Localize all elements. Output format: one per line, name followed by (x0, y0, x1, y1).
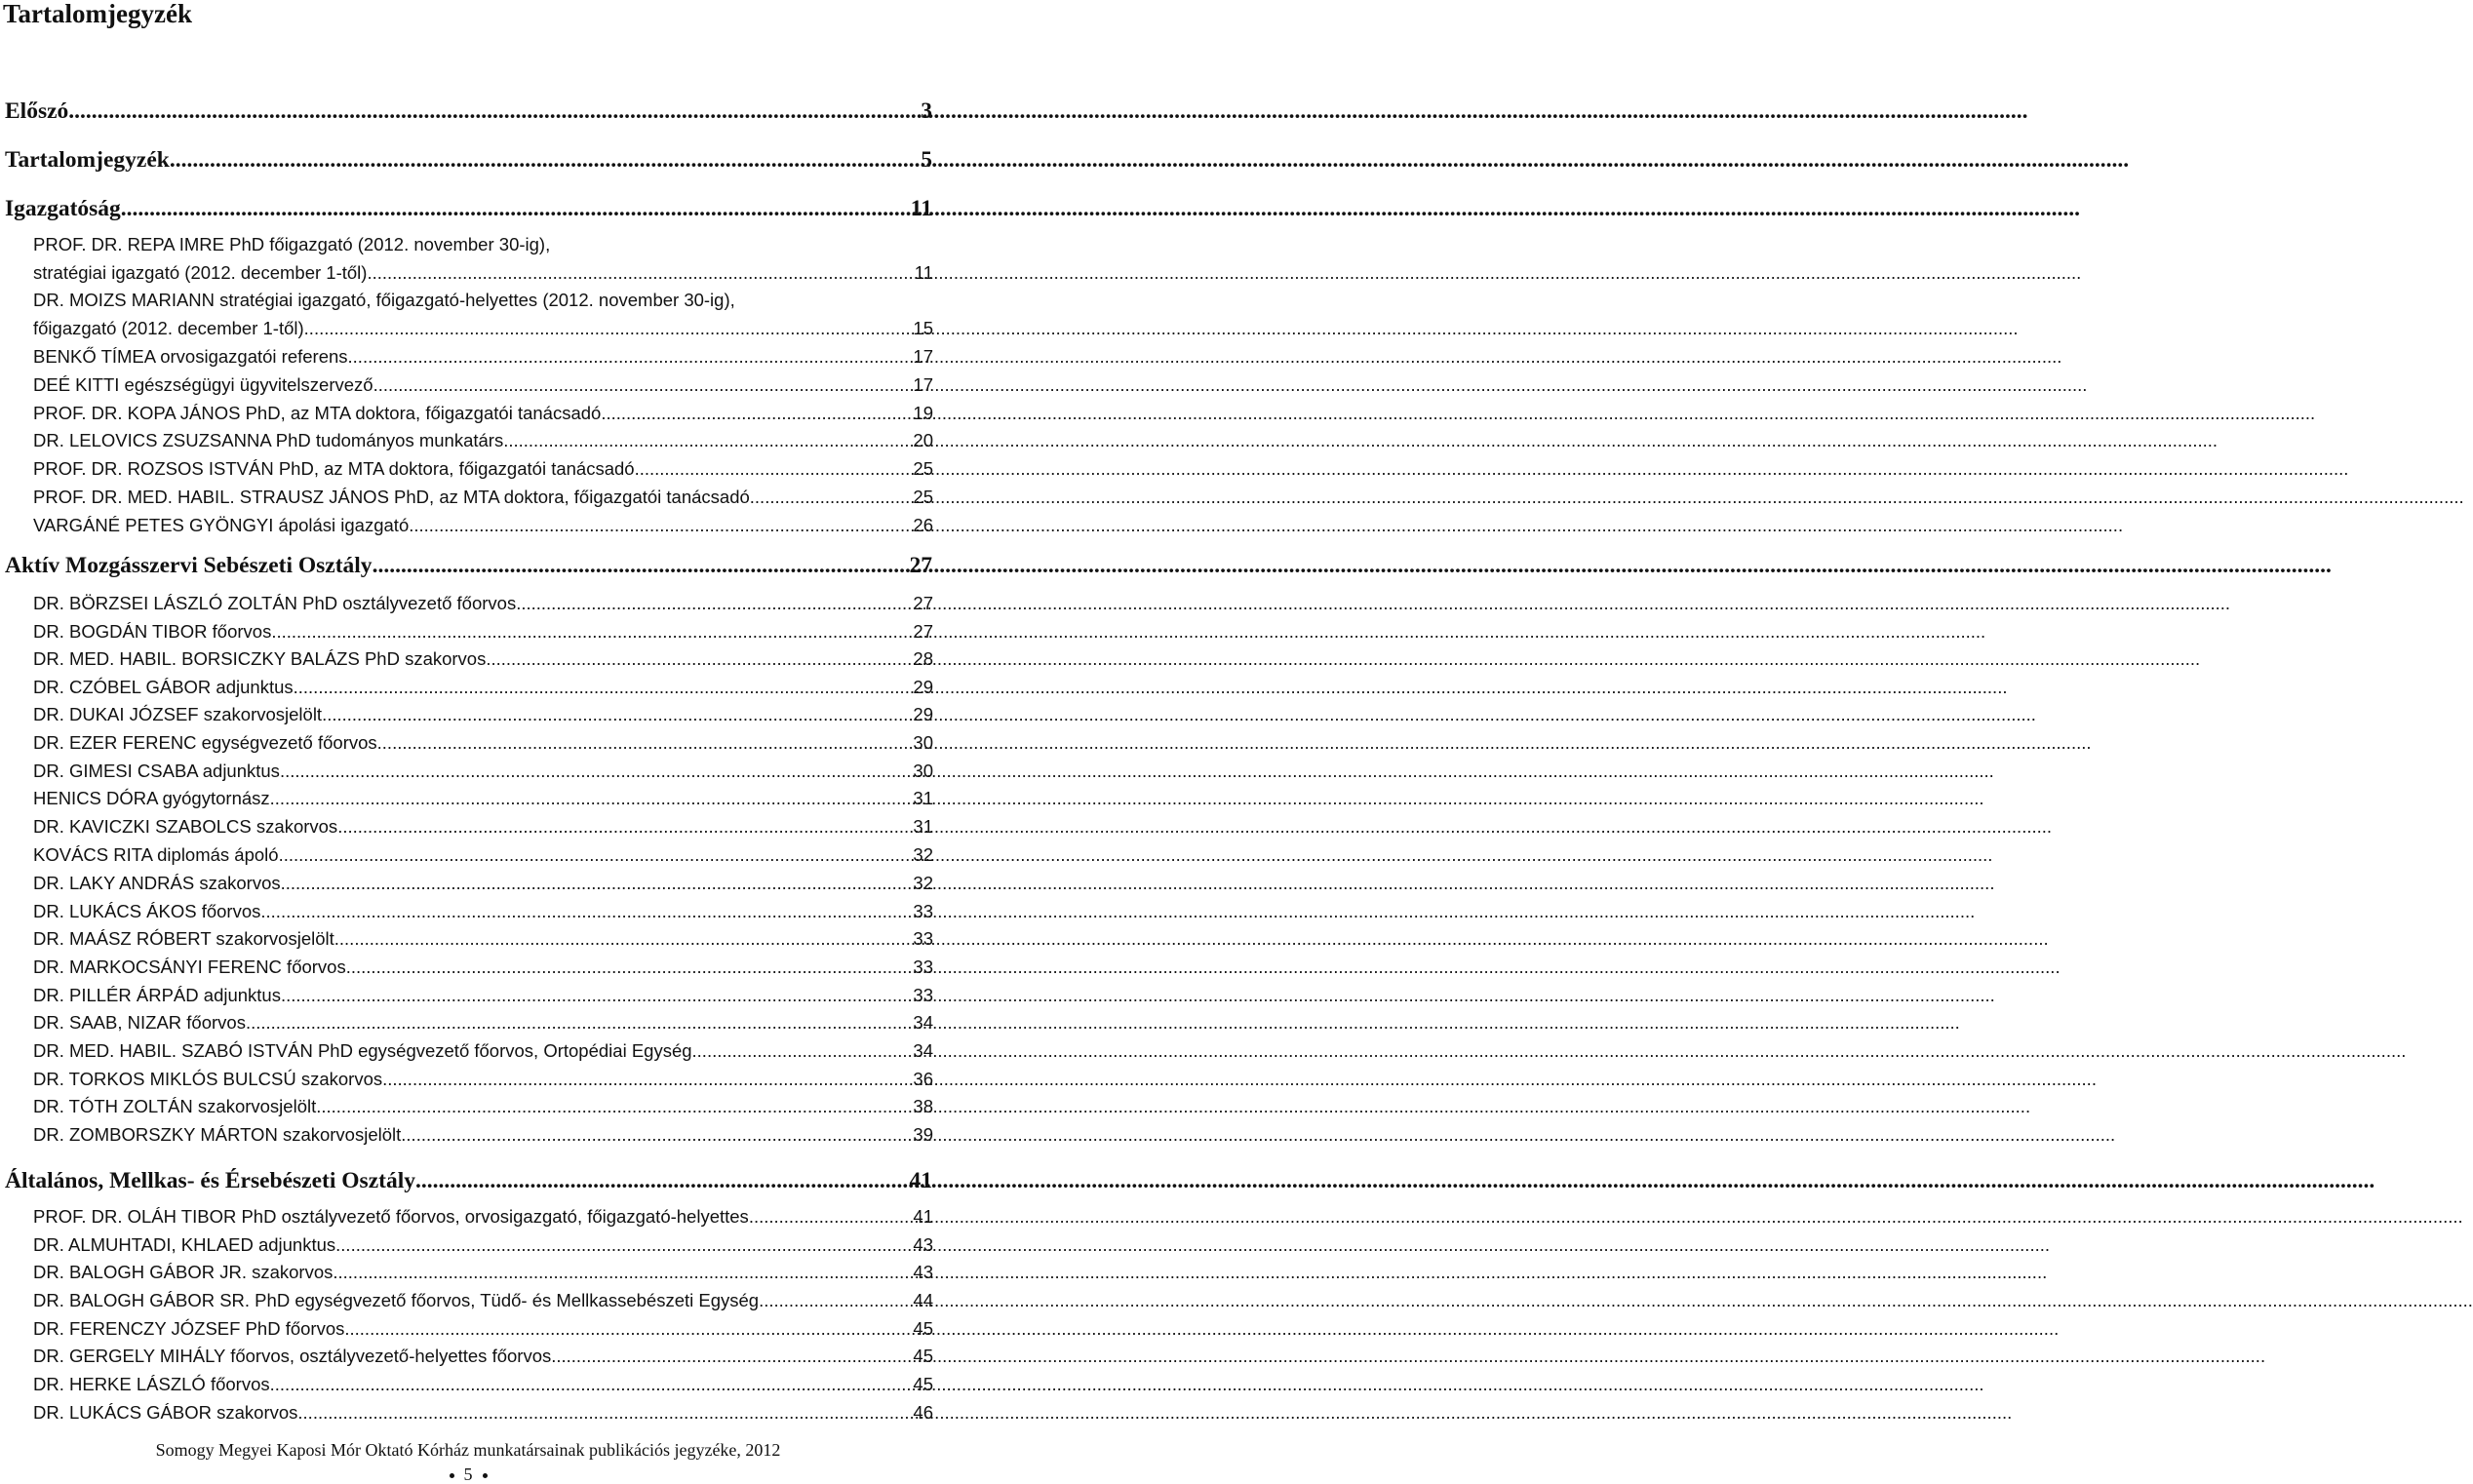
toc-page-number: 5 (921, 147, 932, 173)
toc-page-number: 41 (909, 1168, 932, 1193)
toc-entry-text: DR. ZOMBORSZKY MÁRTON szakorvosjelölt (33, 1124, 402, 1145)
toc-entry-text: DEÉ KITTI egészségügyi ügyvitelszervező (33, 374, 373, 395)
toc-line (0, 146, 936, 174)
toc-page-number: 25 (913, 487, 933, 507)
dot-leader (334, 924, 914, 953)
toc-entry-text: KOVÁCS RITA diplomás ápoló (33, 844, 279, 865)
toc-page-number: 33 (913, 957, 933, 977)
toc-page-number: 31 (913, 788, 933, 808)
dot-leader (316, 1092, 913, 1120)
toc-line (0, 589, 936, 617)
toc-line (0, 1036, 936, 1065)
dot-leader (503, 426, 913, 454)
toc-entry[interactable] (0, 897, 936, 925)
toc-entry-text: DR. HERKE LÁSZLÓ főorvos (33, 1374, 270, 1394)
toc-page-number: 31 (913, 816, 933, 837)
toc-line (0, 454, 936, 483)
toc-page-number: 27 (913, 621, 933, 642)
toc-entry[interactable] (0, 1065, 936, 1093)
toc-entry-text: DR. LUKÁCS ÁKOS főorvos (33, 901, 261, 921)
toc-entry-text: DR. ALMUHTADI, KHLAED adjunktus (33, 1234, 336, 1255)
dot-leader (749, 1202, 914, 1230)
toc-line (0, 371, 936, 399)
toc-entry[interactable] (0, 426, 936, 454)
toc-entry-text: DR. GERGELY MIHÁLY főorvos, osztályvezető-helyettes főorvos (33, 1346, 552, 1366)
toc-line (0, 897, 936, 925)
toc-page-number: 44 (913, 1290, 933, 1310)
dot-leader (348, 342, 914, 371)
dot-leader (486, 644, 913, 673)
toc-page-number: 43 (913, 1262, 933, 1282)
toc-entry-text: DR. BOGDÁN TIBOR főorvos (33, 621, 272, 642)
toc-entry-text: Igazgatóság (5, 196, 121, 221)
toc-entry-text: stratégiai igazgató (2012. december 1-től) (33, 262, 368, 283)
toc-page-number: 43 (913, 1234, 933, 1255)
toc-entry-text: PROF. DR. KOPA JÁNOS PhD, az MTA doktora, főigazgatói tanácsadó (33, 403, 602, 423)
toc-entry[interactable] (0, 589, 936, 617)
toc-entry-text: DR. FERENCZY JÓZSEF PhD főorvos (33, 1318, 345, 1339)
toc-entry-text: Aktív Mozgásszervi Sebészeti Osztály (5, 553, 373, 578)
toc-entry[interactable] (0, 1036, 936, 1065)
toc-entry[interactable] (0, 1230, 936, 1259)
dot-leader (333, 1258, 913, 1286)
bullet-icon (483, 1473, 488, 1478)
toc-entry-text: BENKŐ TÍMEA orvosigazgatói referens (33, 346, 348, 367)
toc-page-number: 17 (913, 346, 933, 367)
toc-line (0, 1008, 936, 1036)
dot-leader (337, 812, 913, 840)
toc-entry-text: DR. CZÓBEL GÁBOR adjunktus (33, 677, 294, 697)
toc-page-number: 45 (913, 1318, 933, 1339)
toc-entry-text: főigazgató (2012. december 1-től) (33, 318, 304, 338)
toc-page-number: 32 (913, 844, 933, 865)
dot-leader (367, 258, 914, 287)
toc-line (0, 426, 936, 454)
toc-entry[interactable] (0, 286, 936, 342)
toc-entry[interactable] (0, 1398, 936, 1426)
toc-line (0, 342, 936, 371)
toc-entry[interactable] (0, 1258, 936, 1286)
toc-page-number: 29 (913, 704, 933, 724)
dot-leader (409, 511, 913, 539)
toc-entry-text: PROF. DR. OLÁH TIBOR PhD osztályvezető főorvos, orvosigazgató, főigazgató-helyettes (33, 1206, 749, 1227)
toc-entry-text: Általános, Mellkas- és Érsebészeti Osztály (5, 1168, 415, 1193)
toc-line (0, 258, 936, 287)
toc-page-number: 30 (913, 761, 933, 781)
toc-page-number: 33 (913, 901, 933, 921)
toc-line (0, 511, 936, 539)
dot-leader (281, 869, 914, 897)
toc-page-number: 36 (913, 1069, 933, 1089)
toc-entry-text: DR. SAAB, NIZAR főorvos (33, 1012, 246, 1033)
toc-entry[interactable] (0, 673, 936, 701)
toc-line (0, 1167, 936, 1194)
dot-leader (635, 454, 914, 483)
dot-leader (759, 1286, 913, 1314)
dot-leader (170, 146, 921, 174)
toc-page-number: 3 (921, 98, 932, 124)
toc-entry[interactable] (0, 1286, 936, 1314)
toc-entry[interactable] (0, 700, 936, 728)
dot-leader (346, 953, 914, 981)
toc-page-number: 26 (913, 515, 933, 535)
toc-entry-text: DR. KAVICZKI SZABOLCS szakorvos (33, 816, 338, 837)
toc-line (0, 195, 936, 222)
dot-leader (377, 728, 914, 757)
toc-page-number: 19 (913, 403, 933, 423)
toc-entry-text: Előszó (5, 98, 69, 124)
toc-entry-text: DR. GIMESI CSABA adjunktus (33, 761, 280, 781)
toc-entry-text: DR. MED. HABIL. SZABÓ ISTVÁN PhD egységvezető főorvos, Ortopédiai Egység (33, 1040, 692, 1061)
dot-leader (516, 589, 913, 617)
toc-line (0, 552, 936, 579)
dot-leader (344, 1314, 913, 1343)
dot-leader (401, 1120, 913, 1149)
toc-entry-text: DR. DUKAI JÓZSEF szakorvosjelölt (33, 704, 323, 724)
toc-line (0, 1065, 936, 1093)
toc-page-number: 20 (913, 430, 933, 450)
toc-line (0, 1370, 936, 1398)
toc-entry[interactable] (0, 483, 936, 511)
toc-entry[interactable] (0, 1314, 936, 1343)
toc-entry[interactable] (0, 617, 936, 645)
toc-entry[interactable] (0, 644, 936, 673)
toc-line (0, 1120, 936, 1149)
toc-line (0, 1092, 936, 1120)
page-footer: Somogy Megyei Kaposi Mór Oktató Kórház munkatársainak publikációs jegyzéke, 2012 (155, 1440, 781, 1460)
toc-page-number: 41 (913, 1206, 933, 1227)
dot-leader (281, 981, 913, 1009)
toc-page-number: 15 (913, 318, 933, 338)
toc-line (0, 673, 936, 701)
dot-leader (270, 1370, 914, 1398)
toc-entry-text: HENICS DÓRA gyógytornász (33, 788, 270, 808)
toc-entry-text: DR. LELOVICS ZSUZSANNA PhD tudományos munkatárs (33, 430, 504, 450)
dot-leader (382, 1065, 913, 1093)
toc-page-number: 11 (914, 262, 933, 283)
toc-page-number: 45 (913, 1374, 933, 1394)
toc-entry[interactable] (0, 757, 936, 785)
toc-entry[interactable] (0, 953, 936, 981)
toc-page-number: 11 (910, 196, 932, 221)
toc-line (0, 812, 936, 840)
toc-page-number: 39 (913, 1124, 933, 1145)
dot-leader (601, 399, 913, 427)
dot-leader (335, 1230, 913, 1259)
dot-leader (297, 1398, 913, 1426)
toc-entry-text: Tartalomjegyzék (5, 147, 170, 173)
toc-line (0, 483, 936, 511)
toc-page-number: 32 (913, 873, 933, 893)
toc-entry[interactable] (0, 728, 936, 757)
dot-leader (750, 483, 914, 511)
dot-leader (246, 1008, 913, 1036)
toc-entry-text: DR. PILLÉR ÁRPÁD adjunktus (33, 985, 281, 1005)
toc-entry[interactable] (0, 511, 936, 539)
toc-entry[interactable] (0, 1370, 936, 1398)
dot-leader (68, 98, 921, 125)
toc-entry-text: DR. BALOGH GÁBOR SR. PhD egységvezető főorvos, Tüdő- és Mellkassebészeti Egység (33, 1290, 760, 1310)
page-number-value: 5 (463, 1464, 473, 1484)
dot-leader (260, 897, 913, 925)
toc-entry[interactable] (0, 399, 936, 427)
toc-page-number: 29 (913, 677, 933, 697)
toc-page-number: 38 (913, 1096, 933, 1116)
toc-line (0, 700, 936, 728)
toc-line (0, 1258, 936, 1286)
toc-entry-text: DR. BÖRZSEI LÁSZLÓ ZOLTÁN PhD osztályvezető főorvos (33, 593, 517, 613)
toc-line (0, 1286, 936, 1314)
toc-entry[interactable] (0, 784, 936, 812)
toc-entry[interactable] (0, 1342, 936, 1370)
page-title: Tartalomjegyzék (3, 0, 192, 28)
toc-entry-text: DR. MED. HABIL. BORSICZKY BALÁZS PhD szakorvos (33, 648, 487, 669)
toc-page-number: 28 (913, 648, 933, 669)
toc-entry[interactable] (0, 1202, 936, 1230)
toc-line (0, 1230, 936, 1259)
toc-entry[interactable] (0, 1120, 936, 1149)
toc-line (0, 399, 936, 427)
dot-leader (294, 673, 914, 701)
dot-leader (415, 1167, 910, 1194)
toc-page-number: 17 (913, 374, 933, 395)
toc-entry[interactable] (0, 342, 936, 371)
toc-entry[interactable] (0, 924, 936, 953)
dot-leader (279, 840, 914, 869)
toc-entry[interactable] (0, 812, 936, 840)
toc-line (0, 924, 936, 953)
dot-leader (270, 784, 914, 812)
dot-leader (373, 371, 914, 399)
toc-entry-text: PROF. DR. MED. HABIL. STRAUSZ JÁNOS PhD, az MTA doktora, főigazgatói tanácsadó (33, 487, 750, 507)
toc-line (0, 981, 936, 1009)
dot-leader (121, 195, 911, 222)
toc-entry-text: DR. TÓTH ZOLTÁN szakorvosjelölt (33, 1096, 317, 1116)
toc-entry-text: DR. MAÁSZ RÓBERT szakorvosjelölt (33, 928, 334, 949)
toc-entry-text: DR. MARKOCSÁNYI FERENC főorvos (33, 957, 346, 977)
toc-entry-text: DR. LAKY ANDRÁS szakorvos (33, 873, 281, 893)
toc-page-number: 33 (913, 985, 933, 1005)
toc-line (0, 1342, 936, 1370)
toc-page-number: 34 (913, 1012, 933, 1033)
toc-entry[interactable] (0, 1008, 936, 1036)
toc-entry[interactable] (0, 230, 936, 287)
toc-entry-text: DR. LUKÁCS GÁBOR szakorvos (33, 1402, 298, 1423)
dot-leader (280, 757, 913, 785)
toc-entry-text-first-line: DR. MOIZS MARIANN stratégiai igazgató, főigazgató-helyettes (2012. november 30-ig), (33, 290, 735, 310)
toc-line (0, 869, 936, 897)
dot-leader (692, 1036, 914, 1065)
toc-page-number: 27 (909, 553, 932, 578)
dot-leader (322, 700, 913, 728)
toc-page-number: 46 (913, 1402, 933, 1423)
toc-line (0, 1314, 936, 1343)
toc-entry[interactable] (0, 371, 936, 399)
toc-line (0, 1202, 936, 1230)
toc-entry-text: DR. TORKOS MIKLÓS BULCSÚ szakorvos (33, 1069, 383, 1089)
toc-entry[interactable] (0, 981, 936, 1009)
bullet-icon (450, 1473, 454, 1478)
toc-page-number: 34 (913, 1040, 933, 1061)
dot-leader (551, 1342, 913, 1370)
toc-entry-text: VARGÁNÉ PETES GYÖNGYI ápolási igazgató (33, 515, 410, 535)
dot-leader (373, 552, 910, 579)
toc-page-number: 45 (913, 1346, 933, 1366)
toc-entry[interactable] (0, 869, 936, 897)
toc-page-number: 27 (913, 593, 933, 613)
toc-line (0, 953, 936, 981)
toc-line (0, 617, 936, 645)
toc-line (0, 757, 936, 785)
toc-page-number: 30 (913, 732, 933, 753)
toc-entry-text: PROF. DR. ROZSOS ISTVÁN PhD, az MTA doktora, főigazgatói tanácsadó (33, 458, 635, 479)
toc-line (0, 728, 936, 757)
toc-entry[interactable] (0, 1092, 936, 1120)
toc-line (0, 314, 936, 342)
toc-line (0, 784, 936, 812)
toc-entry-text-first-line: PROF. DR. REPA IMRE PhD főigazgató (2012. november 30-ig), (33, 234, 551, 254)
toc-entry[interactable] (0, 454, 936, 483)
toc-line (0, 98, 936, 125)
dot-leader (304, 314, 914, 342)
toc-entry-text: DR. EZER FERENC egységvezető főorvos (33, 732, 377, 753)
page-number (0, 1464, 936, 1484)
toc-page-number: 33 (913, 928, 933, 949)
toc-page-number: 25 (913, 458, 933, 479)
toc-entry[interactable] (0, 840, 936, 869)
dot-leader (271, 617, 913, 645)
toc-entry-text: DR. BALOGH GÁBOR JR. szakorvos (33, 1262, 334, 1282)
toc-line (0, 840, 936, 869)
toc-line (0, 1398, 936, 1426)
toc-line (0, 644, 936, 673)
